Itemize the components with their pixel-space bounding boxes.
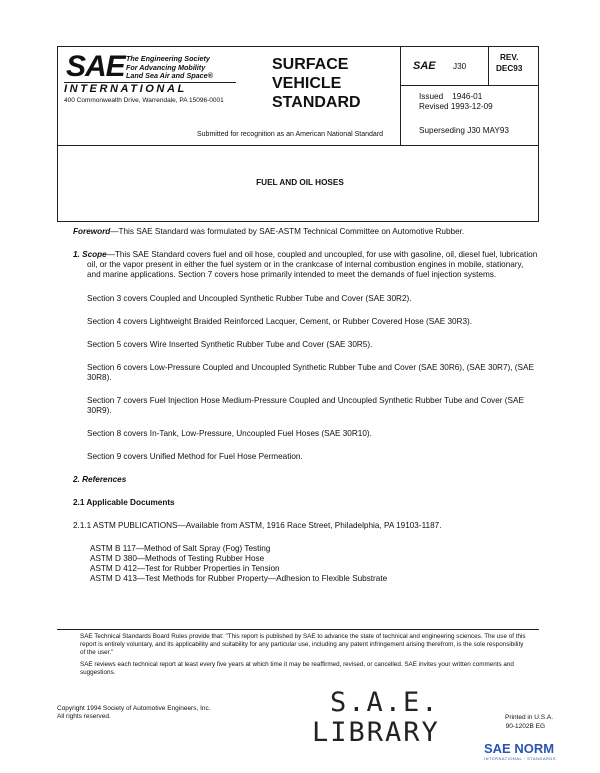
sections-list: [87, 294, 538, 462]
scope-paragraph: [73, 250, 538, 280]
scope-label: 1. Scope: [73, 250, 107, 259]
copyright-line: Copyright 1994 Society of Automotive Engineers, Inc.: [57, 705, 211, 712]
section-item: Section 3 covers Coupled and Uncoupled Synthetic Rubber Tube and Cover (SAE 30R2).: [87, 294, 412, 303]
references-heading: 2. References: [73, 475, 127, 484]
sae-address: 400 Commonwealth Drive, Warrendale, PA 15096-0001: [64, 97, 224, 104]
registered-mark: ®: [207, 71, 213, 80]
tagline-line-1: The Engineering Society: [126, 54, 210, 63]
scope-text: —This SAE Standard covers fuel and oil hose, coupled and uncoupled, for use with gasoline, oil, diesel fuel, lubrication oil, or the vapor present in either the fuel system or in the crankcase of internal combustion engines in mobile, stationary, and marine applications. Section 7 covers hose primarily intended to meet the demands of fuel injection systems.: [87, 250, 538, 279]
foreword-text: —This SAE Standard was formulated by SAE-ASTM Technical Committee on Automotive Rubber.: [110, 227, 465, 236]
tagline-line-2: For Advancing Mobility: [126, 62, 206, 72]
document-body: [73, 227, 538, 584]
stamp-line-1: S.A.E.: [330, 687, 440, 718]
section-item: Section 4 covers Lightweight Braided Reinforced Lacquer, Cement, or Rubber Covered Hose (SAE 30R3).: [87, 317, 473, 326]
section-item: Section 6 covers Low-Pressure Coupled and Uncoupled Synthetic Rubber Tube and Cover (SAE 30R6), (SAE 30R7), (SAE 30R8).: [87, 363, 534, 382]
astm-label: 2.1.1 ASTM PUBLICATIONS: [73, 521, 178, 530]
astm-item: ASTM D 380—Methods of Testing Rubber Hose: [90, 554, 265, 563]
section-item: Section 5 covers Wire Inserted Synthetic Rubber Tube and Cover (SAE 30R5).: [87, 340, 373, 349]
stamp-line-2: LIBRARY: [312, 717, 440, 748]
astm-item: ASTM D 413—Test Methods for Rubber Property—Adhesion to Flexible Substrate: [90, 574, 388, 583]
applicable-documents-heading: 2.1 Applicable Documents: [73, 498, 175, 507]
form-number: 90-1202B EG: [505, 723, 545, 730]
foreword-label: Foreword: [73, 227, 111, 236]
rights-line: All rights reserved.: [57, 713, 111, 720]
library-stamp: [312, 688, 440, 748]
astm-item: ASTM B 117—Method of Salt Spray (Fog) Testing: [90, 544, 271, 553]
doc-type-title: [272, 55, 361, 112]
astm-publications: [73, 521, 538, 531]
sae-tagline: [126, 55, 213, 81]
section-item: Section 7 covers Fuel Injection Hose Medium-Pressure Coupled and Uncoupled Synthetic Rubber Tube and Cover (SAE 30R9).: [87, 396, 524, 415]
sae-norm-text: SAE NORM: [484, 741, 555, 756]
section-item: Section 9 covers Unified Method for Fuel Hose Permeation.: [87, 452, 303, 461]
doc-number: J30: [453, 62, 467, 71]
copyright-block: [57, 705, 211, 721]
doc-title: FUEL AND OIL HOSES: [256, 178, 344, 187]
rev-label: REV.: [500, 53, 519, 62]
international-label: INTERNATIONAL: [64, 83, 187, 95]
sae-norm-subtext: INTERNATIONAL · STANDARDS: [484, 756, 556, 761]
superseding-note: Superseding J30 MAY93: [419, 126, 509, 135]
printed-block: [505, 713, 554, 731]
issued-date: Issued 1946-01: [419, 92, 483, 101]
title-line-3: STANDARD: [272, 94, 361, 111]
footer-notes: [80, 633, 530, 677]
footer-rule: [57, 629, 539, 630]
foreword-paragraph: [73, 227, 538, 237]
small-sae-logo: SAE: [413, 60, 436, 72]
astm-item: ASTM D 412—Test for Rubber Properties in Tension: [90, 564, 280, 573]
sae-norm-logo: [484, 741, 596, 761]
title-line-1: SURFACE: [272, 56, 349, 73]
submitted-note: Submitted for recognition as an American National Standard: [197, 131, 383, 138]
section-item: Section 8 covers In-Tank, Low-Pressure, Uncoupled Fuel Hoses (SAE 30R10).: [87, 429, 372, 438]
review-note: SAE reviews each technical report at least every five years at which time it may be reaffirmed, revised, or cancelled. SAE invites your written comments and suggestions.: [80, 661, 514, 677]
sae-logo: SAE: [66, 50, 125, 83]
tagline-line-3: Land Sea Air and Space®: [126, 71, 213, 80]
printed-line: Printed in U.S.A.: [505, 714, 554, 721]
astm-text: —Available from ASTM, 1916 Race Street, Philadelphia, PA 19103-1187.: [177, 521, 442, 530]
rev-date: DEC93: [496, 64, 523, 73]
title-line-2: VEHICLE: [272, 75, 342, 92]
board-rules-note: SAE Technical Standards Board Rules provide that: "This report is published by SAE to advance the state of technical and engineering sciences. The use of this report is entirely voluntary, and its applicability and suitability for any particular use, including any patent infringement arising therefrom, is the sole responsibility of the user.": [80, 633, 526, 656]
revised-date: Revised 1993-12-09: [419, 102, 493, 111]
astm-list: [90, 544, 538, 584]
